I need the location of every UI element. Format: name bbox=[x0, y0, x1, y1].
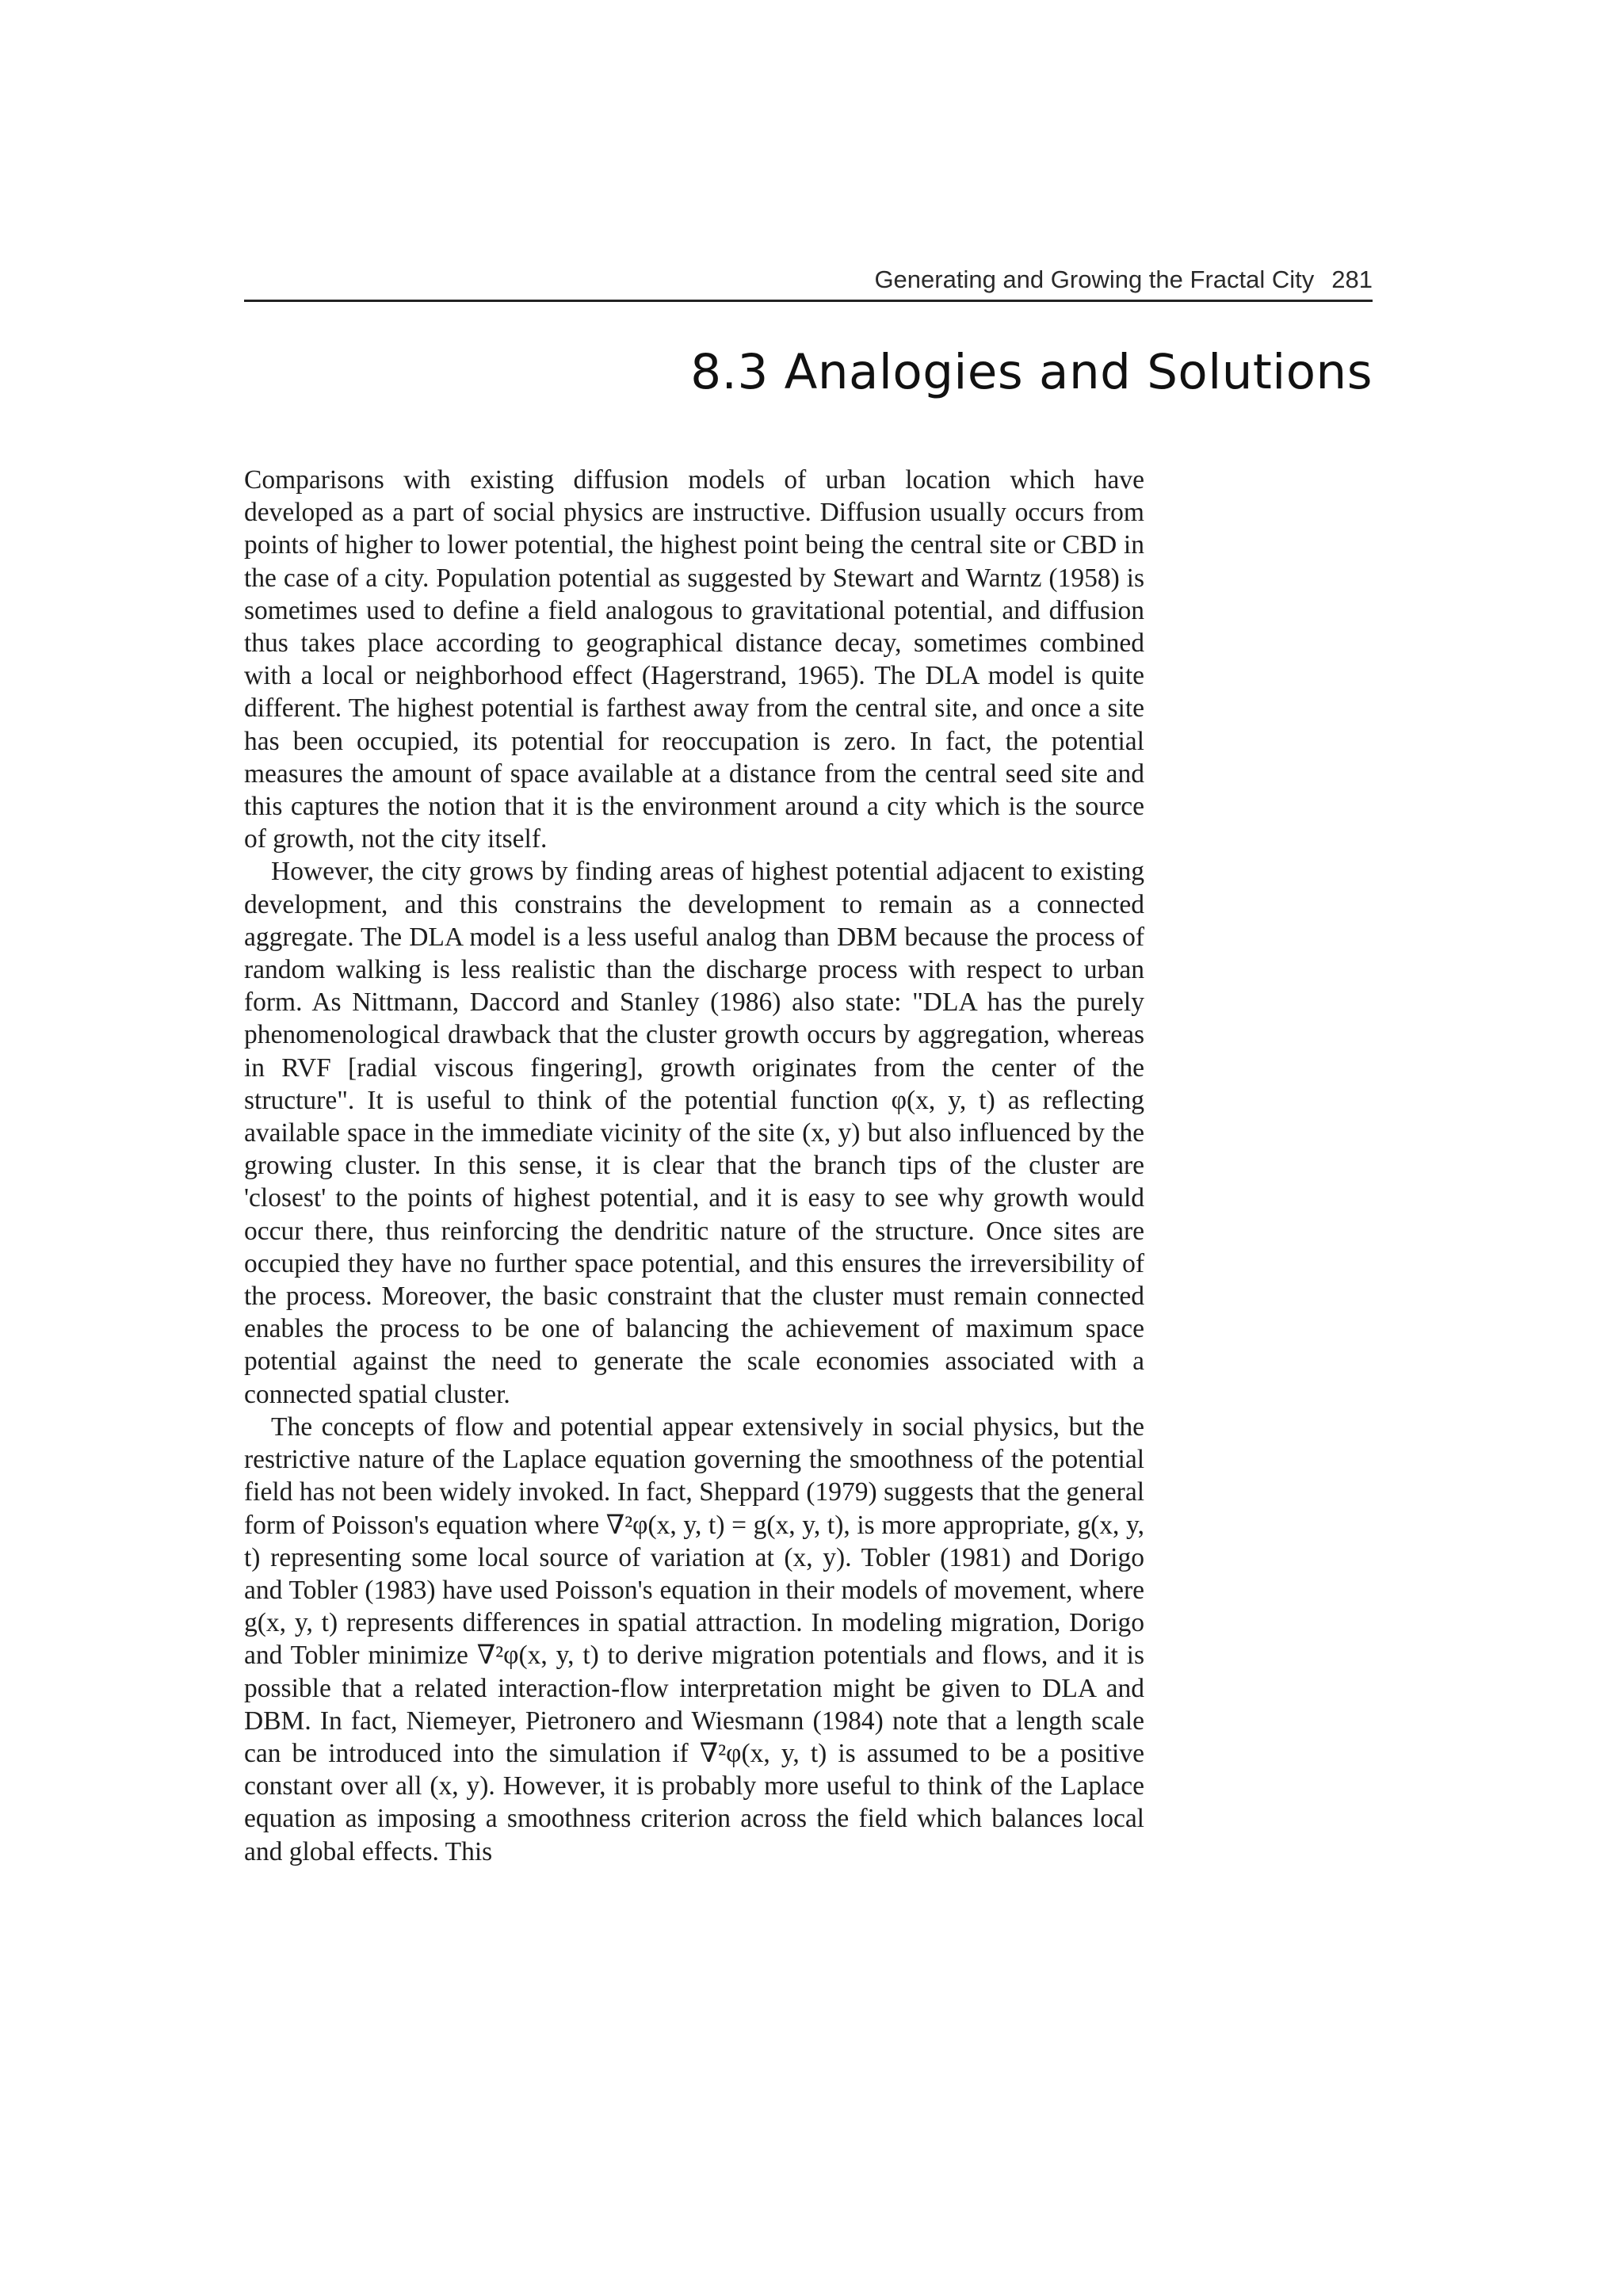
paragraph-2: However, the city grows by finding areas of highest potential adjacent to existing development, and this constrains the development to remain as a connected aggregate. The DLA model is a less useful analog than DBM because the process of random walking is less realistic than the discharge process with respect to urban form. As Nittmann, Daccord and Stanley (1986) also state: "DLA has the purely phenomenological drawback that the cluster growth occurs by aggregation, whereas in RVF [radial viscous fingering], growth originates from the center of the structure". It is useful to think of the potential function φ(x, y, t) as reflecting available space in the immediate vicinity of the site (x, y) but also influenced by the growing cluster. In this sense, it is clear that the branch tips of the cluster are 'closest' to the points of highest potential, and it is easy to see why growth would occur there, thus reinforcing the dendritic nature of the structure. Once sites are occupied they have no further space potential, and this ensures the irreversibility of the process. Moreover, the basic constraint that the cluster must remain connected enables the process to be one of balancing the achievement of maximum space potential against the need to generate the scale economies associated with a connected spatial cluster. bbox=[244, 857, 1144, 1409]
running-title: Generating and Growing the Fractal City bbox=[874, 266, 1315, 293]
body-text bbox=[244, 464, 1144, 1868]
paragraph-3: The concepts of flow and potential appear extensively in social physics, but the restrictive nature of the Laplace equation governing the smoothness of the potential field has not been widely invoked. In fact, Sheppard (1979) suggests that the general form of Poisson's equation where ∇²φ(x, y, t) = g(x, y, t), is more appropriate, g(x, y, t) representing some local source of variation at (x, y). Tobler (1981) and Dorigo and Tobler (1983) have used Poisson's equation in their models of movement, where g(x, y, t) represents differences in spatial attraction. In modeling migration, Dorigo and Tobler minimize ∇²φ(x, y, t) to derive migration potentials and flows, and it is possible that a related interaction-flow interpretation might be given to DLA and DBM. In fact, Niemeyer, Pietronero and Wiesmann (1984) note that a length scale can be introduced into the simulation if ∇²φ(x, y, t) is assumed to be a positive constant over all (x, y). However, it is probably more useful to think of the Laplace equation as imposing a smoothness criterion across the field which balances local and global effects. This bbox=[244, 1412, 1144, 1866]
running-header bbox=[244, 262, 1373, 298]
section-heading: 8.3 Analogies and Solutions bbox=[690, 344, 1373, 400]
paragraph-1: Comparisons with existing diffusion models of urban location which have developed as a part of social physics are instructive. Diffusion usually occurs from points of higher to lower potential, the highest point being the central site or CBD in the case of a city. Population potential as suggested by Stewart and Warntz (1958) is sometimes used to define a field analogous to gravitational potential, and diffusion thus takes place according to geographical distance decay, sometimes combined with a local or neighborhood effect (Hagerstrand, 1965). The DLA model is quite different. The highest potential is farthest away from the central site, and once a site has been occupied, its potential for reoccupation is zero. In fact, the potential measures the amount of space available at a distance from the central seed site and this captures the notion that it is the environment around a city which is the source of growth, not the city itself. bbox=[244, 465, 1144, 854]
header-rule bbox=[244, 300, 1373, 302]
page-number: 281 bbox=[1331, 266, 1373, 293]
